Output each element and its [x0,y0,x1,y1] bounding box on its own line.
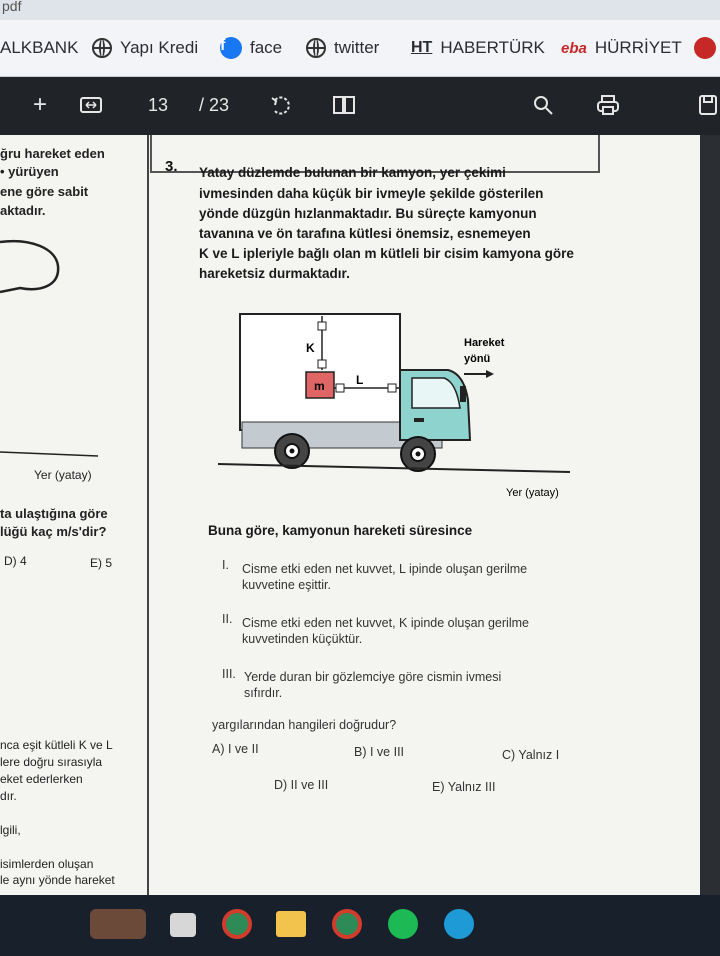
save-button[interactable] [696,91,720,119]
file-explorer-icon[interactable] [276,911,306,937]
question-text-line: K ve L ipleriyle bağlı olan m kütleli bir cisim kamyona göre [199,246,574,261]
bookmark-yapi-kredi[interactable] [92,36,198,60]
truck-mirror [460,386,466,402]
page-total: / 23 [198,94,230,115]
question-text-line: tavanına ve ön tarafına kütlesi önemsiz, esnemeyen [199,226,531,241]
statement-line: sıfırdır. [244,686,283,700]
rotate-button[interactable] [268,91,294,119]
bookmark-haberturk[interactable] [411,36,545,60]
statement-roman: III. [222,667,236,681]
left-text-line: ta ulaştığına göre [0,506,108,521]
left-text-line: lüğü kaç m/s'dir? [0,524,107,539]
left-figure [0,230,148,470]
taskbar [0,895,720,956]
left-option: E) 5 [90,556,113,570]
bookmark-twitter[interactable] [306,36,379,60]
search-button[interactable] [530,91,556,119]
option-c: C) Yalnız I [502,748,560,762]
left-text-line: ene göre sabit [0,184,89,199]
ground-line [218,464,570,472]
bookmark-label: HÜRRİYET [594,38,682,57]
column-divider [147,135,149,895]
red-badge-icon [694,37,716,59]
tab-fragment[interactable]: pdf [2,0,22,14]
statement-line: Cisme etki eden net kuvvet, K ipinde oluşan gerilme [242,616,529,630]
question-text-line: yönde düzgün hızlanmaktadır. Bu süreçte kamyonun [199,206,537,221]
label-k: K [306,341,315,355]
pdf-toolbar [0,77,720,135]
bookmark-hurriyet[interactable] [561,36,682,60]
option-a: A) I ve II [212,742,259,756]
viewer-right-scrollbar[interactable] [700,135,720,895]
statement-line: Cisme etki eden net kuvvet, L ipinde oluşan gerilme [242,562,528,576]
question-text-line: hareketsiz durmaktadır. [199,266,350,281]
statement-roman: I. [222,558,229,572]
globe-icon [306,38,326,58]
left-text-line: • yürüyen [0,164,59,179]
bookmark-label: HABERTÜRK [440,38,545,57]
tab-strip [0,0,720,20]
two-page-button[interactable] [330,91,358,119]
statement-line: Yerde duran bir gözlemciye göre cismin ivmesi [244,670,502,684]
page-number-input[interactable]: 13 [147,94,169,115]
rotate-icon [270,94,292,116]
print-icon [596,94,620,116]
print-button[interactable] [594,91,622,119]
left-option: D) 4 [4,554,27,568]
left-text-line: dır. [0,789,17,803]
option-e: E) Yalnız III [432,780,496,794]
question-ask: yargılarından hangileri doğrudur? [212,718,397,732]
chrome-icon[interactable] [332,909,362,939]
truck-figure [214,300,594,510]
edge-icon[interactable] [444,909,474,939]
left-text-line: nca eşit kütleli K ve L [0,738,113,752]
search-icon [533,95,553,115]
facebook-icon: f [220,37,242,59]
two-page-icon [332,95,356,115]
eba-logo: eba [561,39,587,57]
question-number: 3. [165,158,178,175]
ht-logo: HT [411,39,433,56]
bookmarks-bar [0,20,720,77]
left-text-line: ğru hareket eden [0,146,105,161]
chrome-icon[interactable] [222,909,252,939]
zoom-in-button[interactable]: + [32,91,47,118]
left-text-line: eket ederlerken [0,772,83,786]
widgets-icon[interactable] [90,909,146,939]
statement-line: kuvvetine eşittir. [242,578,331,592]
left-text-line: isimlerden oluşan [0,857,94,871]
question-prompt: Buna göre, kamyonun hareketi süresince [208,523,473,538]
door-handle [414,418,424,422]
left-text-line: lgili, [0,823,21,837]
question-text-line: ivmesinden daha küçük bir ivmeyle şekilde gösterilen [199,186,544,201]
direction-label-line2: yönü [464,353,491,365]
fit-page-icon [80,97,102,113]
globe-icon [92,38,112,58]
option-d: D) II ve III [274,778,329,792]
bookmark-label: ALKBANK [0,38,79,57]
save-icon [698,94,718,116]
bookmark-facebook[interactable] [220,36,282,60]
question-text-line: Yatay düzlemde bulunan bir kamyon, yer çekimi [199,165,506,180]
ground-label: Yer (yatay) [506,487,559,499]
bookmark-label: twitter [334,38,380,57]
left-text-line: lere doğru sırasıyla [0,755,103,769]
bookmark-alkbank[interactable] [0,36,78,60]
spotify-icon[interactable] [388,909,418,939]
option-b: B) I ve III [354,745,405,759]
task-view-icon[interactable] [170,913,196,937]
statement-line: kuvvetinden küçüktür. [242,632,363,646]
label-l: L [356,373,364,387]
direction-label-line1: Hareket [464,337,505,349]
statement-roman: II. [222,612,233,626]
label-m: m [314,379,325,393]
bookmark-extra[interactable] [694,36,716,60]
left-axis-label: Yer (yatay) [34,468,92,482]
fit-page-button[interactable] [78,91,104,119]
bookmark-label: face [250,38,283,57]
bookmark-label: Yapı Kredi [120,38,199,57]
left-text-line: aktadır. [0,203,46,218]
left-text-line: le aynı yönde hareket [0,873,115,887]
